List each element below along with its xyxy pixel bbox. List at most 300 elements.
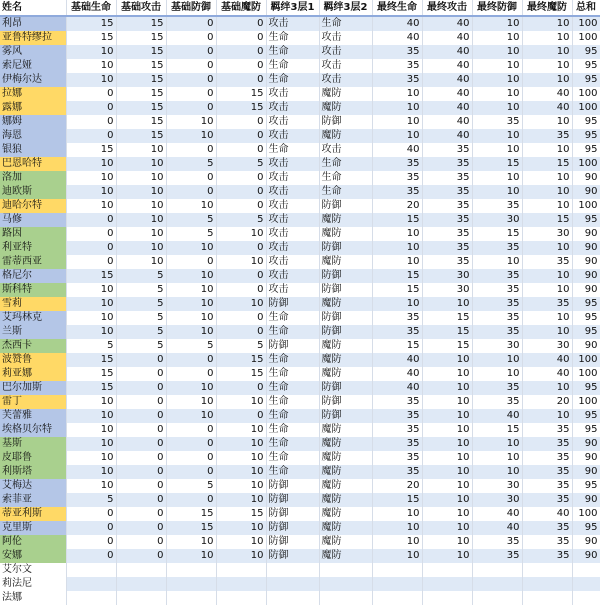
cell[interactable]: 0 <box>116 507 166 521</box>
col-header-bond-1[interactable]: 羁绊3层1 <box>266 0 319 16</box>
cell[interactable]: 35 <box>522 129 572 143</box>
col-header-bond-2[interactable]: 羁绊3层2 <box>319 0 372 16</box>
cell[interactable] <box>522 577 572 591</box>
cell[interactable] <box>422 591 472 605</box>
cell[interactable]: 10 <box>216 549 266 563</box>
cell[interactable] <box>216 591 266 605</box>
cell[interactable] <box>116 591 166 605</box>
cell[interactable]: 10 <box>116 171 166 185</box>
cell[interactable]: 10 <box>472 465 522 479</box>
cell[interactable]: 35 <box>522 255 572 269</box>
cell[interactable]: 攻击 <box>266 101 319 115</box>
cell[interactable] <box>216 577 266 591</box>
cell[interactable]: 0 <box>166 45 216 59</box>
table-row[interactable] <box>0 563 600 577</box>
cell[interactable]: 魔防 <box>319 507 372 521</box>
cell[interactable]: 0 <box>66 507 116 521</box>
cell[interactable]: 防御 <box>266 493 319 507</box>
cell[interactable]: 10 <box>216 255 266 269</box>
cell[interactable]: 15 <box>422 339 472 353</box>
cell-name[interactable]: 皮耶鲁 <box>0 451 66 465</box>
cell[interactable]: 35 <box>372 409 422 423</box>
cell[interactable]: 15 <box>372 283 422 297</box>
table-row[interactable] <box>0 199 600 213</box>
cell[interactable]: 5 <box>116 297 166 311</box>
cell[interactable]: 10 <box>522 311 572 325</box>
cell[interactable]: 生命 <box>266 59 319 73</box>
cell[interactable]: 35 <box>522 535 572 549</box>
cell[interactable]: 魔防 <box>319 87 372 101</box>
cell-name[interactable]: 巴尔加斯 <box>0 381 66 395</box>
cell[interactable]: 15 <box>472 423 522 437</box>
cell[interactable]: 0 <box>66 535 116 549</box>
cell[interactable]: 攻击 <box>266 227 319 241</box>
cell[interactable]: 35 <box>522 493 572 507</box>
cell[interactable]: 10 <box>66 465 116 479</box>
cell[interactable]: 95 <box>572 45 600 59</box>
cell[interactable]: 15 <box>116 129 166 143</box>
table-row[interactable] <box>0 451 600 465</box>
cell[interactable]: 10 <box>422 451 472 465</box>
cell[interactable]: 35 <box>522 437 572 451</box>
cell[interactable]: 95 <box>572 423 600 437</box>
cell[interactable]: 95 <box>572 59 600 73</box>
cell-name[interactable]: 利斯塔 <box>0 465 66 479</box>
cell[interactable]: 35 <box>472 311 522 325</box>
cell[interactable] <box>319 591 372 605</box>
cell[interactable]: 0 <box>166 437 216 451</box>
cell[interactable]: 0 <box>66 227 116 241</box>
cell[interactable]: 35 <box>472 283 522 297</box>
cell[interactable]: 生命 <box>266 311 319 325</box>
cell[interactable]: 0 <box>216 325 266 339</box>
cell[interactable]: 15 <box>116 45 166 59</box>
cell[interactable]: 防御 <box>319 283 372 297</box>
cell[interactable]: 10 <box>166 381 216 395</box>
cell[interactable]: 0 <box>116 465 166 479</box>
cell[interactable]: 0 <box>216 185 266 199</box>
cell[interactable]: 防御 <box>319 325 372 339</box>
cell[interactable]: 0 <box>216 311 266 325</box>
cell[interactable] <box>422 563 472 577</box>
cell[interactable]: 10 <box>372 549 422 563</box>
table-row[interactable] <box>0 59 600 73</box>
cell[interactable]: 40 <box>522 87 572 101</box>
cell[interactable] <box>572 577 600 591</box>
cell[interactable]: 10 <box>472 31 522 45</box>
cell[interactable]: 0 <box>216 241 266 255</box>
cell[interactable]: 10 <box>422 437 472 451</box>
cell[interactable] <box>266 577 319 591</box>
cell-name[interactable]: 娜姆 <box>0 115 66 129</box>
cell[interactable]: 15 <box>216 353 266 367</box>
cell[interactable]: 防御 <box>266 535 319 549</box>
cell[interactable]: 防御 <box>266 479 319 493</box>
cell[interactable]: 10 <box>66 451 116 465</box>
table-row[interactable] <box>0 31 600 45</box>
cell[interactable]: 攻击 <box>266 129 319 143</box>
cell[interactable]: 35 <box>372 437 422 451</box>
table-row[interactable] <box>0 171 600 185</box>
cell[interactable]: 90 <box>572 241 600 255</box>
cell[interactable]: 魔防 <box>319 451 372 465</box>
cell[interactable]: 10 <box>422 395 472 409</box>
cell-name[interactable]: 兰斯 <box>0 325 66 339</box>
cell[interactable]: 30 <box>472 479 522 493</box>
cell[interactable]: 40 <box>372 353 422 367</box>
cell[interactable]: 15 <box>66 353 116 367</box>
cell[interactable] <box>266 591 319 605</box>
cell[interactable]: 10 <box>372 521 422 535</box>
table-row[interactable] <box>0 521 600 535</box>
cell[interactable]: 15 <box>116 59 166 73</box>
table-row[interactable] <box>0 115 600 129</box>
cell[interactable]: 10 <box>422 507 472 521</box>
cell[interactable]: 0 <box>166 465 216 479</box>
table-row[interactable] <box>0 213 600 227</box>
cell[interactable]: 90 <box>572 171 600 185</box>
cell[interactable]: 0 <box>166 171 216 185</box>
col-header-total[interactable]: 总和 <box>572 0 600 16</box>
cell[interactable]: 100 <box>572 353 600 367</box>
cell[interactable]: 15 <box>166 507 216 521</box>
cell[interactable]: 0 <box>66 129 116 143</box>
cell[interactable]: 10 <box>166 325 216 339</box>
cell[interactable]: 10 <box>66 479 116 493</box>
table-row[interactable] <box>0 241 600 255</box>
cell-name[interactable]: 利昂 <box>0 16 66 31</box>
cell[interactable]: 10 <box>116 241 166 255</box>
table-row[interactable] <box>0 157 600 171</box>
cell[interactable]: 0 <box>166 185 216 199</box>
cell[interactable]: 生命 <box>266 381 319 395</box>
cell[interactable]: 10 <box>422 423 472 437</box>
cell[interactable] <box>572 591 600 605</box>
cell[interactable]: 魔防 <box>319 255 372 269</box>
cell[interactable]: 魔防 <box>319 549 372 563</box>
cell[interactable] <box>372 591 422 605</box>
cell[interactable]: 10 <box>372 535 422 549</box>
cell[interactable]: 90 <box>572 437 600 451</box>
cell[interactable]: 攻击 <box>266 199 319 213</box>
table-row[interactable] <box>0 255 600 269</box>
cell[interactable]: 生命 <box>266 353 319 367</box>
cell[interactable]: 100 <box>572 16 600 31</box>
cell[interactable]: 5 <box>116 283 166 297</box>
cell[interactable]: 0 <box>166 73 216 87</box>
cell[interactable]: 10 <box>166 409 216 423</box>
cell[interactable]: 10 <box>472 129 522 143</box>
cell[interactable]: 魔防 <box>319 465 372 479</box>
cell[interactable]: 10 <box>166 129 216 143</box>
cell[interactable]: 10 <box>522 59 572 73</box>
cell[interactable]: 攻击 <box>266 255 319 269</box>
cell[interactable]: 攻击 <box>266 283 319 297</box>
cell[interactable]: 魔防 <box>319 535 372 549</box>
cell[interactable]: 35 <box>372 185 422 199</box>
cell[interactable]: 90 <box>572 451 600 465</box>
cell-name[interactable]: 安娜 <box>0 549 66 563</box>
cell[interactable]: 30 <box>522 339 572 353</box>
cell[interactable]: 生命 <box>266 325 319 339</box>
cell[interactable]: 100 <box>572 199 600 213</box>
cell[interactable]: 10 <box>522 45 572 59</box>
cell[interactable]: 生命 <box>319 171 372 185</box>
cell[interactable]: 35 <box>372 311 422 325</box>
cell[interactable]: 魔防 <box>319 297 372 311</box>
col-header-base-def[interactable]: 基础防御 <box>166 0 216 16</box>
cell[interactable]: 35 <box>372 395 422 409</box>
cell[interactable]: 10 <box>522 171 572 185</box>
cell[interactable]: 攻击 <box>266 16 319 31</box>
cell[interactable]: 90 <box>572 283 600 297</box>
cell[interactable]: 40 <box>422 101 472 115</box>
cell[interactable]: 10 <box>116 143 166 157</box>
cell[interactable]: 40 <box>372 31 422 45</box>
table-row[interactable] <box>0 185 600 199</box>
cell[interactable]: 90 <box>572 255 600 269</box>
table-row[interactable] <box>0 325 600 339</box>
cell[interactable]: 魔防 <box>319 423 372 437</box>
cell[interactable]: 防御 <box>319 395 372 409</box>
cell[interactable]: 10 <box>166 241 216 255</box>
cell[interactable]: 40 <box>372 16 422 31</box>
cell-name[interactable]: 雾风 <box>0 45 66 59</box>
cell[interactable]: 95 <box>572 521 600 535</box>
cell[interactable]: 攻击 <box>266 157 319 171</box>
cell[interactable]: 10 <box>522 143 572 157</box>
cell[interactable]: 防御 <box>319 311 372 325</box>
cell[interactable]: 95 <box>572 479 600 493</box>
cell[interactable]: 0 <box>166 367 216 381</box>
cell[interactable]: 15 <box>372 213 422 227</box>
cell[interactable]: 0 <box>116 521 166 535</box>
cell[interactable]: 5 <box>216 157 266 171</box>
cell-name[interactable]: 银狼 <box>0 143 66 157</box>
cell-name[interactable]: 阿伦 <box>0 535 66 549</box>
cell[interactable]: 10 <box>522 199 572 213</box>
cell[interactable]: 15 <box>472 157 522 171</box>
cell[interactable]: 0 <box>66 87 116 101</box>
cell[interactable] <box>116 577 166 591</box>
table-row[interactable] <box>0 535 600 549</box>
cell-name[interactable]: 埃格贝尔特 <box>0 423 66 437</box>
cell[interactable]: 防御 <box>319 199 372 213</box>
cell[interactable]: 100 <box>572 31 600 45</box>
cell[interactable]: 10 <box>166 199 216 213</box>
col-header-name[interactable]: 姓名 <box>0 0 66 16</box>
cell[interactable] <box>372 577 422 591</box>
cell[interactable]: 10 <box>166 535 216 549</box>
cell[interactable]: 10 <box>166 297 216 311</box>
cell[interactable]: 10 <box>216 451 266 465</box>
cell[interactable]: 15 <box>116 87 166 101</box>
col-header-final-hp[interactable]: 最终生命 <box>372 0 422 16</box>
cell[interactable]: 0 <box>166 101 216 115</box>
col-header-base-atk[interactable]: 基础攻击 <box>116 0 166 16</box>
cell[interactable]: 15 <box>422 311 472 325</box>
cell[interactable]: 10 <box>422 465 472 479</box>
cell[interactable]: 0 <box>166 59 216 73</box>
cell[interactable]: 5 <box>216 339 266 353</box>
cell[interactable] <box>166 591 216 605</box>
cell[interactable]: 10 <box>66 45 116 59</box>
cell[interactable]: 防御 <box>266 549 319 563</box>
cell[interactable]: 0 <box>66 255 116 269</box>
cell[interactable]: 100 <box>572 101 600 115</box>
cell[interactable]: 95 <box>572 143 600 157</box>
cell[interactable]: 10 <box>116 199 166 213</box>
cell-name[interactable]: 洛加 <box>0 171 66 185</box>
cell[interactable]: 40 <box>422 59 472 73</box>
cell[interactable]: 0 <box>166 353 216 367</box>
cell[interactable]: 生命 <box>266 409 319 423</box>
cell[interactable]: 10 <box>66 325 116 339</box>
cell[interactable]: 魔防 <box>319 493 372 507</box>
cell[interactable]: 10 <box>166 395 216 409</box>
cell[interactable]: 10 <box>522 283 572 297</box>
cell[interactable]: 40 <box>472 409 522 423</box>
cell-name[interactable]: 莉亚娜 <box>0 367 66 381</box>
cell[interactable]: 生命 <box>266 73 319 87</box>
cell[interactable]: 10 <box>422 479 472 493</box>
cell[interactable]: 15 <box>216 507 266 521</box>
cell[interactable] <box>116 563 166 577</box>
cell[interactable]: 10 <box>66 423 116 437</box>
cell[interactable]: 15 <box>66 269 116 283</box>
cell[interactable]: 10 <box>216 437 266 451</box>
cell[interactable]: 0 <box>166 87 216 101</box>
cell[interactable]: 10 <box>472 451 522 465</box>
cell[interactable]: 10 <box>216 465 266 479</box>
cell[interactable]: 30 <box>472 493 522 507</box>
cell[interactable]: 10 <box>422 297 472 311</box>
cell[interactable]: 10 <box>372 87 422 101</box>
cell[interactable]: 防御 <box>319 409 372 423</box>
cell[interactable]: 35 <box>522 465 572 479</box>
cell[interactable]: 0 <box>216 381 266 395</box>
cell[interactable]: 35 <box>522 549 572 563</box>
cell[interactable]: 0 <box>166 255 216 269</box>
cell-name[interactable]: 斯科特 <box>0 283 66 297</box>
cell[interactable]: 35 <box>472 297 522 311</box>
cell[interactable]: 10 <box>522 409 572 423</box>
cell[interactable]: 0 <box>116 451 166 465</box>
cell[interactable]: 40 <box>522 367 572 381</box>
cell[interactable]: 0 <box>216 73 266 87</box>
cell[interactable]: 生命 <box>266 437 319 451</box>
cell[interactable]: 35 <box>472 535 522 549</box>
table-row[interactable] <box>0 591 600 605</box>
cell[interactable]: 10 <box>66 157 116 171</box>
cell-name[interactable]: 拉娜 <box>0 87 66 101</box>
cell[interactable]: 10 <box>522 185 572 199</box>
cell[interactable]: 防御 <box>319 241 372 255</box>
cell[interactable]: 0 <box>66 115 116 129</box>
cell[interactable]: 10 <box>472 367 522 381</box>
cell[interactable]: 95 <box>572 213 600 227</box>
cell[interactable]: 15 <box>66 16 116 31</box>
cell[interactable]: 0 <box>216 16 266 31</box>
cell[interactable]: 35 <box>372 451 422 465</box>
cell-name[interactable]: 索尼娅 <box>0 59 66 73</box>
cell-name[interactable]: 雷蒂西亚 <box>0 255 66 269</box>
cell[interactable]: 0 <box>216 409 266 423</box>
cell[interactable]: 10 <box>116 227 166 241</box>
cell[interactable]: 魔防 <box>319 339 372 353</box>
cell[interactable]: 35 <box>522 297 572 311</box>
cell[interactable]: 0 <box>216 143 266 157</box>
cell[interactable]: 0 <box>116 535 166 549</box>
cell-name[interactable]: 利亚特 <box>0 241 66 255</box>
cell-name[interactable]: 海恩 <box>0 129 66 143</box>
cell[interactable]: 10 <box>216 521 266 535</box>
cell[interactable]: 10 <box>166 549 216 563</box>
cell[interactable]: 40 <box>372 381 422 395</box>
table-row[interactable] <box>0 367 600 381</box>
cell[interactable]: 0 <box>66 101 116 115</box>
table-row[interactable] <box>0 283 600 297</box>
cell[interactable]: 10 <box>372 241 422 255</box>
cell[interactable]: 35 <box>522 479 572 493</box>
cell[interactable]: 95 <box>572 311 600 325</box>
cell[interactable]: 10 <box>472 16 522 31</box>
cell[interactable]: 10 <box>422 535 472 549</box>
cell[interactable]: 防御 <box>266 339 319 353</box>
col-header-base-mdef[interactable]: 基础魔防 <box>216 0 266 16</box>
cell[interactable]: 10 <box>472 101 522 115</box>
cell[interactable]: 攻击 <box>319 143 372 157</box>
cell-name[interactable]: 索菲亚 <box>0 493 66 507</box>
cell[interactable]: 10 <box>66 199 116 213</box>
cell[interactable]: 35 <box>522 451 572 465</box>
cell[interactable]: 30 <box>422 269 472 283</box>
cell[interactable]: 15 <box>66 143 116 157</box>
cell[interactable]: 10 <box>372 297 422 311</box>
cell[interactable]: 35 <box>372 465 422 479</box>
table-row[interactable] <box>0 437 600 451</box>
cell[interactable]: 10 <box>522 73 572 87</box>
cell[interactable]: 10 <box>522 115 572 129</box>
cell[interactable]: 100 <box>572 87 600 101</box>
cell[interactable]: 10 <box>372 227 422 241</box>
table-row[interactable] <box>0 507 600 521</box>
cell[interactable]: 0 <box>116 381 166 395</box>
cell[interactable]: 15 <box>372 339 422 353</box>
cell-name[interactable]: 雪莉 <box>0 297 66 311</box>
cell[interactable]: 35 <box>472 395 522 409</box>
cell[interactable]: 10 <box>216 395 266 409</box>
cell[interactable]: 35 <box>422 143 472 157</box>
cell[interactable]: 5 <box>166 339 216 353</box>
cell-name[interactable]: 莉法尼 <box>0 577 66 591</box>
cell[interactable]: 攻击 <box>266 213 319 227</box>
table-row[interactable] <box>0 45 600 59</box>
cell[interactable]: 15 <box>372 493 422 507</box>
cell[interactable]: 0 <box>116 395 166 409</box>
cell[interactable]: 10 <box>422 367 472 381</box>
cell[interactable]: 10 <box>116 185 166 199</box>
cell[interactable]: 5 <box>166 157 216 171</box>
cell[interactable]: 5 <box>166 479 216 493</box>
cell[interactable]: 10 <box>472 45 522 59</box>
cell[interactable]: 5 <box>116 311 166 325</box>
cell[interactable]: 35 <box>372 325 422 339</box>
cell[interactable]: 0 <box>216 59 266 73</box>
cell[interactable]: 攻击 <box>266 171 319 185</box>
cell[interactable]: 35 <box>472 199 522 213</box>
cell-name[interactable]: 芙蕾雅 <box>0 409 66 423</box>
